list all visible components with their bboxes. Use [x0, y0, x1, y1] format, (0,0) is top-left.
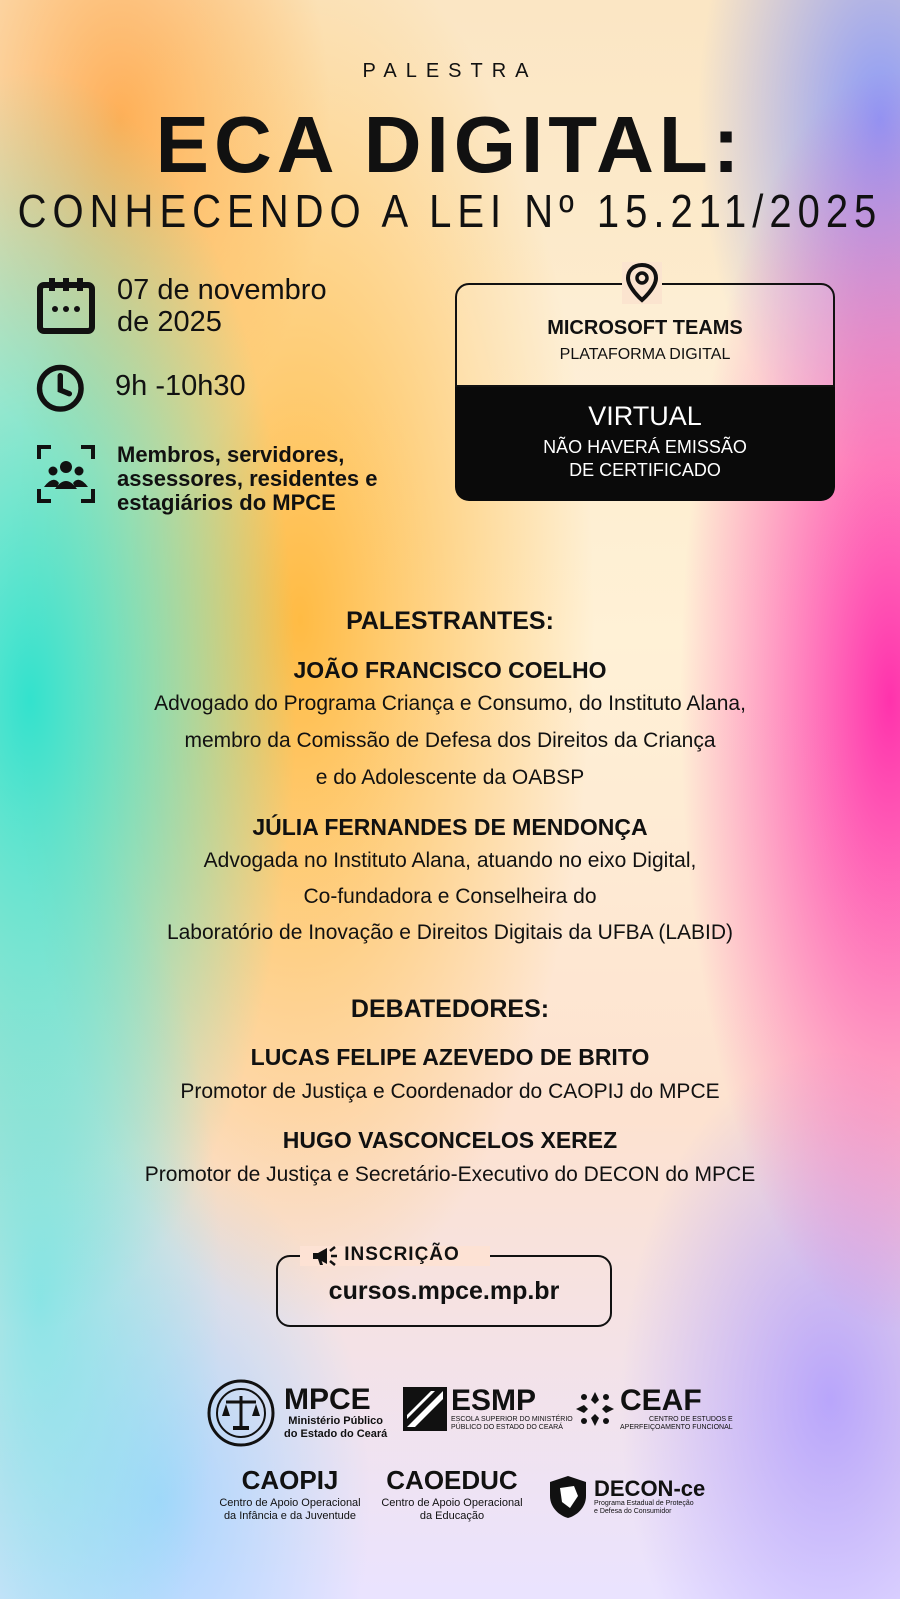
ceaf-mark-icon — [572, 1388, 618, 1430]
mpce-line-1: Ministério Público — [288, 1415, 384, 1428]
caoeduc-line-2: da Educação — [419, 1509, 485, 1522]
speaker-1-desc-2: membro da Comissão de Defesa dos Direitos da Criança — [184, 729, 716, 752]
debaters-heading: DEBATEDORES: — [350, 995, 550, 1023]
speaker-1-name: JOÃO FRANCISCO COELHO — [293, 657, 607, 683]
speaker-2-desc-3: Laboratório de Inovação e Direitos Digitais da UFBA (LABID) — [166, 921, 734, 944]
decon-line-2: e Defesa do Consumidor — [594, 1508, 672, 1515]
audience-row — [35, 443, 378, 516]
certificate-note-1: NÃO HAVERÁ EMISSÃO — [543, 437, 747, 457]
audience-line-2: assessores, residentes e — [117, 466, 378, 492]
esmp-line-1: ESCOLA SUPERIOR DO MINISTÉRIO — [451, 1416, 573, 1423]
decon-logo — [548, 1474, 705, 1520]
calendar-icon — [35, 275, 97, 337]
speaker-1-desc-3: e do Adolescente da OABSP — [315, 766, 585, 789]
event-title: ECA DIGITAL: — [155, 100, 745, 189]
event-time: 9h -10h30 — [115, 370, 246, 402]
audience-line-3: estagiários do MPCE — [117, 490, 336, 516]
ceaf-logo — [572, 1386, 733, 1432]
debater-1-name: LUCAS FELIPE AZEVEDO DE BRITO — [250, 1044, 650, 1070]
clock-icon — [35, 363, 91, 419]
platform-mode: VIRTUAL — [588, 401, 702, 431]
audience-icon — [35, 443, 97, 505]
time-row — [35, 363, 246, 419]
date-line-2: de 2025 — [117, 305, 222, 338]
megaphone-icon — [310, 1243, 338, 1267]
speaker-2-desc-1: Advogada no Instituto Alana, atuando no eixo Digital, — [203, 849, 697, 872]
registration-label-text: INSCRIÇÃO — [344, 1244, 460, 1265]
ceaf-line-2: APERFEIÇOAMENTO FUNCIONAL — [620, 1424, 733, 1432]
date-line-1: 07 de novembro — [117, 274, 327, 306]
esmp-mark-icon — [403, 1387, 447, 1431]
audience-line-1: Membros, servidores, — [117, 442, 345, 467]
event-subtitle: CONHECENDO A LEI Nº 15.211/2025 — [17, 186, 883, 238]
certificate-note-2: DE CERTIFICADO — [569, 459, 721, 480]
esmp-line-2: PÚBLICO DO ESTADO DO CEARÁ — [451, 1424, 563, 1432]
speaker-2-desc-2: Co-fundadora e Conselheira do — [303, 885, 597, 908]
esmp-name: ESMP — [451, 1384, 537, 1417]
caopij-logo — [210, 1467, 370, 1522]
speaker-1-desc-1: Advogado do Programa Criança e Consumo, do Instituto Alana, — [154, 692, 746, 715]
debater-2-name: HUGO VASCONCELOS XEREZ — [282, 1127, 618, 1153]
mpce-seal-icon — [206, 1378, 276, 1448]
caoeduc-logo — [372, 1467, 532, 1522]
mpce-line-2: do Estado do Ceará — [284, 1428, 388, 1440]
date-row — [35, 275, 327, 339]
debater-2-desc: Promotor de Justiça e Secretário-Executivo do DECON do MPCE — [144, 1163, 756, 1186]
registration-label — [300, 1240, 470, 1270]
decon-line-1: Programa Estadual de Proteção — [594, 1499, 694, 1507]
platform-name: MICROSOFT TEAMS — [547, 317, 743, 339]
caopij-name: CAOPIJ — [241, 1465, 339, 1495]
registration-url[interactable]: cursos.mpce.mp.br — [328, 1277, 560, 1305]
location-pin-icon — [622, 262, 662, 304]
ceaf-name: CEAF — [620, 1384, 702, 1417]
caoeduc-name: CAOEDUC — [386, 1465, 518, 1495]
platform-card — [455, 283, 835, 501]
platform-bottom — [455, 387, 835, 501]
mpce-logo — [206, 1378, 387, 1448]
platform-type: PLATAFORMA DIGITAL — [559, 346, 731, 363]
caopij-line-2: da Infância e da Juventude — [223, 1509, 357, 1522]
caopij-line-1: Centro de Apoio Operacional — [219, 1497, 361, 1509]
ceaf-line-1: CENTRO DE ESTUDOS E — [649, 1416, 733, 1423]
event-kicker: PALESTRA — [362, 60, 538, 82]
decon-shield-icon — [548, 1474, 588, 1520]
speaker-2-name: JÚLIA FERNANDES DE MENDONÇA — [252, 814, 648, 840]
decon-name: DECON-ce — [594, 1475, 706, 1501]
esmp-logo — [403, 1386, 573, 1432]
caoeduc-line-1: Centro de Apoio Operacional — [381, 1497, 523, 1509]
debater-1-desc: Promotor de Justiça e Coordenador do CAOPIJ do MPCE — [180, 1080, 720, 1103]
speakers-heading: PALESTRANTES: — [346, 607, 554, 635]
mpce-name: MPCE — [284, 1383, 371, 1417]
